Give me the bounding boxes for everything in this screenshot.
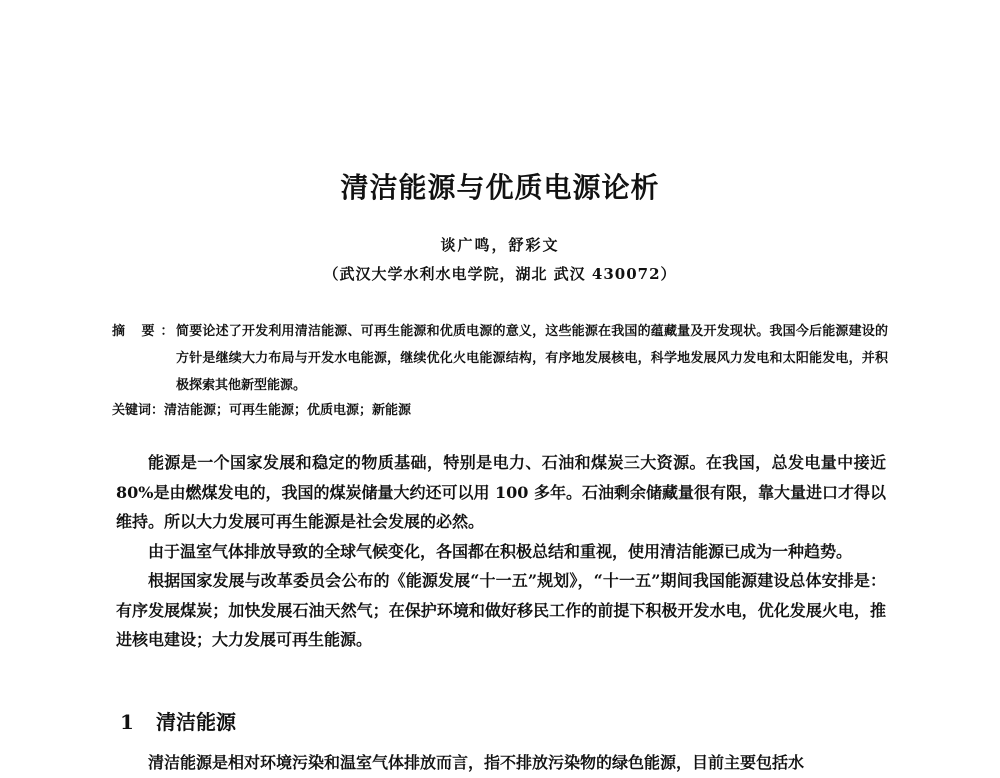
affiliation: （武汉大学水利水电学院，湖北 武汉 430072）: [323, 265, 677, 283]
abstract: [112, 318, 888, 399]
keywords-label: 关键词：: [112, 403, 165, 418]
section-number: 1: [120, 710, 134, 734]
cutoff-paragraph: 清洁能源是相对环境污染和温室气体排放而言，指不排放污染物的绿色能源，目前主要包括水: [148, 753, 805, 772]
section-title: 清洁能源: [156, 710, 236, 734]
keywords: [112, 397, 888, 424]
paper-title: 清洁能源与优质电源论析: [340, 171, 660, 204]
keywords-text: 清洁能源；可再生能源；优质电源；新能源: [164, 403, 412, 418]
body-paragraph: 由于温室气体排放导致的全球气候变化，各国都在积极总结和重视，使用清洁能源已成为一种趋势。: [148, 541, 853, 561]
abstract-label: 摘 要：: [112, 324, 180, 339]
body-text: [116, 448, 886, 655]
authors: 谈广鸣，舒彩文: [440, 236, 560, 254]
section-heading: [120, 706, 236, 735]
body-paragraph: 根据国家发展与改革委员会公布的《能源发展“十一五”规划》，“十一五”期间我国能源建设总体安排是：有序发展煤炭；加快发展石油天然气；在保护环境和做好移民工作的前提下积极开发水电，优化发展火电，推进核电建设；大力发展可再生能源。: [116, 571, 886, 649]
abstract-text: 简要论述了开发利用清洁能源、可再生能源和优质电源的意义，这些能源在我国的蕴藏量及开发现状。我国今后能源建设的方针是继续大力布局与开发水电能源，继续优化火电能源结构，有序地发展核电，科学地发展风力发电和太阳能发电，并积极探索其他新型能源。: [176, 324, 888, 393]
body-paragraph: 能源是一个国家发展和稳定的物质基础，特别是电力、石油和煤炭三大资源。在我国，总发电量中接近 80%是由燃煤发电的，我国的煤炭储量大约还可以用 100 多年。石油剩余储藏量很有限，靠大量进口才得以维持。所以大力发展可再生能源是社会发展的必然。: [116, 453, 887, 531]
